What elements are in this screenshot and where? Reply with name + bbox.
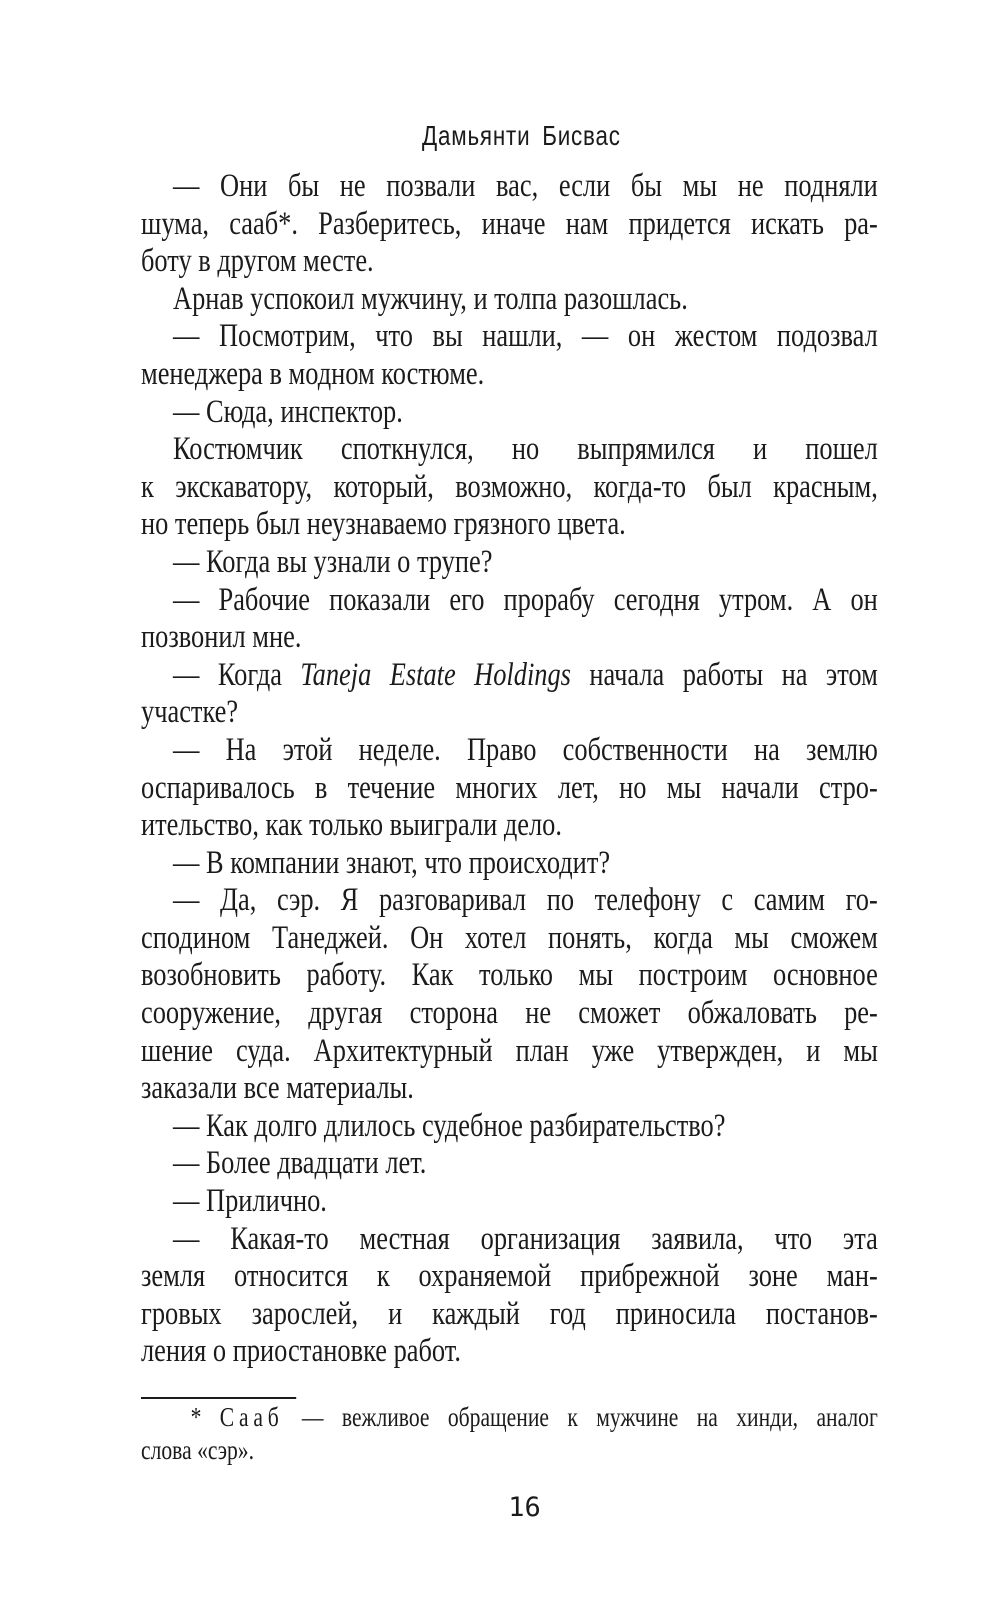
text-segment: боту в другом месте. [141,243,374,280]
text-line [141,318,878,356]
text-segment: — Посмотрим, что вы нашли, — он жестом подозвал [173,318,878,355]
paragraph [141,1183,878,1221]
paragraph [141,657,878,732]
text-line [141,544,878,582]
body-text [141,168,878,1371]
text-line [141,770,878,808]
text-line [141,957,878,995]
text-line [141,732,878,770]
paragraph [141,394,878,432]
text-segment: позвонил мне. [141,619,302,656]
text-line [141,1221,878,1259]
text-segment: участке? [141,694,239,731]
text-line [141,1401,878,1434]
paragraph [141,845,878,883]
text-segment: — Какая-то местная организация заявила, что эта [173,1220,878,1257]
text-segment: — Как долго длилось судебное разбирательство? [173,1107,726,1144]
paragraph [141,1145,878,1183]
text-line [141,995,878,1033]
text-segment: но теперь был неузнаваемо грязного цвета. [141,506,626,543]
text-line [141,506,878,544]
text-segment: ления о приостановке работ. [141,1333,461,1370]
text-segment: сооружение, другая сторона не сможет обжаловать ре- [141,995,878,1032]
paragraph [141,544,878,582]
text-line [141,1070,878,1108]
text-segment: гровых зарослей, и каждый год приносила постанов- [141,1295,878,1332]
text-line [141,168,878,206]
text-segment: — вежливое обращение к мужчине на хинди, аналог [283,1402,878,1432]
text-segment: — Более двадцати лет. [173,1145,427,1182]
text-line [141,469,878,507]
text-segment: сподином Танеджей. Он хотел понять, когда мы сможем [141,919,878,956]
text-line [141,1183,878,1221]
text-segment: Арнав успокоил мужчину, и толпа разошлась. [173,280,688,317]
text-line [141,582,878,620]
italic-text: Taneja Estate Holdings [300,656,571,693]
text-segment: — Когда [173,656,301,693]
text-segment: — На этой неделе. Право собственности на землю [173,731,878,768]
text-segment: * [190,1402,220,1432]
running-head-author: Дамьянти Бисвас [422,120,621,151]
text-line [141,1434,878,1467]
text-segment: слова «сэр». [141,1435,254,1465]
text-line [141,281,878,319]
paragraph [141,732,878,845]
text-line [141,206,878,244]
text-segment: оспаривалось в течение многих лет, но мы начали стро- [141,769,878,806]
text-segment: — Прилично. [173,1183,327,1220]
text-segment: заказали все материалы. [141,1070,414,1107]
paragraph [141,582,878,657]
text-column [141,120,878,1467]
text-segment: ительство, как только выиграли дело. [141,807,562,844]
text-line [141,1333,878,1371]
text-line [141,1258,878,1296]
paragraph [141,168,878,281]
text-line [141,920,878,958]
text-segment: — Они бы не позвали вас, если бы мы не подняли [173,168,878,204]
text-segment: — Рабочие показали его прорабу сегодня утром. А он [173,581,878,618]
text-line [141,431,878,469]
text-line [141,657,878,695]
text-segment: Костюмчик споткнулся, но выпрямился и пошел [173,431,878,468]
text-line [141,1108,878,1146]
page-number: 16 [508,1492,541,1523]
text-segment: — Да, сэр. Я разговаривал по телефону с самим го- [173,882,878,919]
footnote-rule [141,1397,296,1399]
text-segment: шума, сааб*. Разберитесь, иначе нам придется искать ра- [141,205,878,242]
text-segment: земля относится к охраняемой прибрежной зоне ман- [141,1258,878,1295]
text-line [141,1033,878,1071]
spaced-text: Сааб [219,1402,284,1432]
text-line [141,356,878,394]
paragraph [141,1221,878,1371]
footnote-text [141,1401,878,1467]
text-line [141,1145,878,1183]
text-line [141,394,878,432]
paragraph [141,431,878,544]
text-segment: к экскаватору, который, возможно, когда-то был красным, [141,468,878,505]
text-segment: — В компании знают, что происходит? [173,844,611,881]
paragraph [141,281,878,319]
text-line [141,694,878,732]
text-segment: начала работы на этом [570,656,878,693]
text-segment: — Сюда, инспектор. [173,393,403,430]
paragraph [141,318,878,393]
text-line [141,619,878,657]
text-segment: шение суда. Архитектурный план уже утвержден, и мы [141,1032,878,1069]
paragraph [141,882,878,1108]
text-line [141,845,878,883]
text-segment: возобновить работу. Как только мы построим основное [141,957,878,994]
text-line [141,882,878,920]
text-line [141,807,878,845]
text-segment: менеджера в модном костюме. [141,355,485,392]
text-line [141,243,878,281]
text-line [141,1296,878,1334]
paragraph [141,1108,878,1146]
text-segment: — Когда вы узнали о трупе? [173,543,493,580]
